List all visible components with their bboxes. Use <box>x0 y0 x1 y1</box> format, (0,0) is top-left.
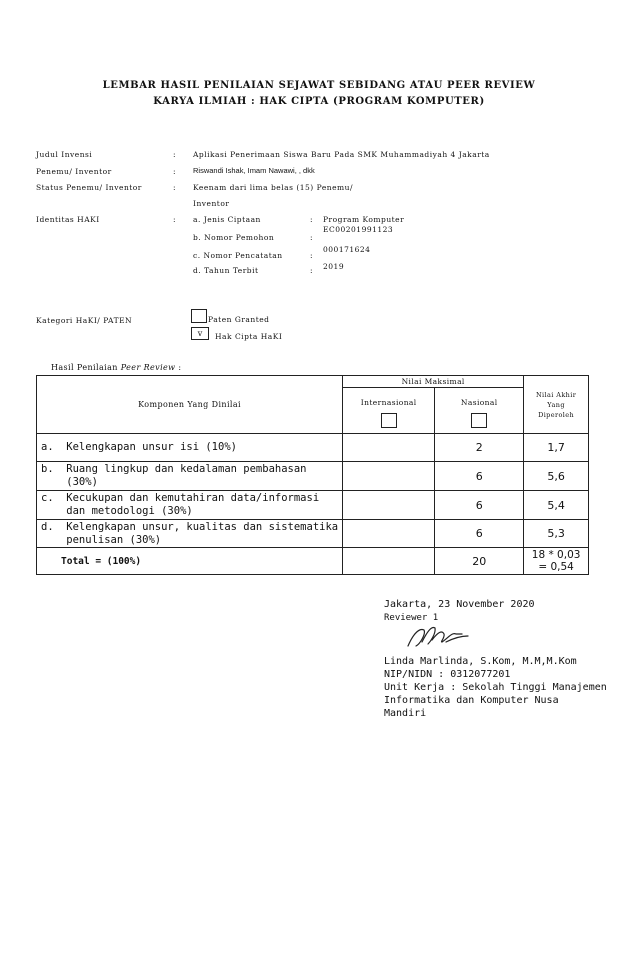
identitas-colon: : <box>173 215 177 224</box>
judul-colon: : <box>173 150 177 159</box>
item-d-colon: : <box>310 266 314 275</box>
akhir-a: 1,7 <box>524 434 589 462</box>
item-b-colon: : <box>310 233 314 242</box>
penemu-colon: : <box>173 167 177 176</box>
item-c-value: 000171624 <box>323 245 371 254</box>
reviewer-nip: NIP/NIDN : 0312077201 <box>384 669 511 680</box>
akhir-total-line2: = 0,54 <box>538 561 574 573</box>
status-label: Status Penemu/ Inventor <box>36 183 142 192</box>
akhir-d: 5,3 <box>524 520 589 548</box>
internasional-c <box>343 491 435 520</box>
table-row-total <box>37 548 589 575</box>
status-colon: : <box>173 183 177 192</box>
item-a-colon: : <box>310 215 314 224</box>
komponen-d: d. Kelengkapan unsur, kualitas dan sistematika penulisan (30%) <box>37 520 343 548</box>
nilai-akhir-header: Nilai Akhir Yang Diperoleh <box>524 376 589 434</box>
reviewer-unit-2: Informatika dan Komputer Nusa <box>384 695 559 706</box>
reviewer-role: Reviewer 1 <box>384 613 439 623</box>
status-value-2: Inventor <box>193 199 230 208</box>
paten-granted-checkbox[interactable] <box>191 309 207 323</box>
nasional-total: 20 <box>435 548 524 575</box>
reviewer-unit-3: Mandiri <box>384 708 427 719</box>
item-c-colon: : <box>310 251 314 260</box>
nilai-maksimal-header: Nilai Maksimal <box>343 376 524 388</box>
identitas-label: Identitas HAKI <box>36 215 100 224</box>
table-row <box>37 462 589 491</box>
item-b-label: b. Nomor Pemohon <box>193 233 275 242</box>
komponen-header: Komponen Yang Dinilai <box>37 376 343 434</box>
komponen-b: b. Ruang lingkup dan kedalaman pembahasan (30%) <box>37 462 343 491</box>
paten-granted-label: Paten Granted <box>208 315 270 324</box>
nasional-c: 6 <box>435 491 524 520</box>
reviewer-name: Linda Marlinda, S.Kom, M.M,M.Kom <box>384 656 577 667</box>
penemu-label: Penemu/ Inventor <box>36 167 112 176</box>
judul-value: Aplikasi Penerimaan Siswa Baru Pada SMK Muhammadiyah 4 Jakarta <box>193 150 490 159</box>
reviewer-unit-1: Unit Kerja : Sekolah Tinggi Manajemen <box>384 682 607 693</box>
item-c-label: c. Nomor Pencatatan <box>193 251 283 260</box>
internasional-d <box>343 520 435 548</box>
internasional-header: Internasional <box>360 397 417 407</box>
nasional-d: 6 <box>435 520 524 548</box>
nasional-col <box>435 388 524 434</box>
hasil-penilaian-label: Hasil Penilaian Peer Review : <box>51 363 182 372</box>
komponen-a: a. Kelengkapan unsur isi (10%) <box>37 434 343 462</box>
item-d-label: d. Tahun Terbit <box>193 266 259 275</box>
document-title-line1: LEMBAR HASIL PENILAIAN SEJAWAT SEBIDANG ATAU PEER REVIEW <box>102 80 536 91</box>
internasional-b <box>343 462 435 491</box>
signature-image <box>402 622 472 652</box>
internasional-checkbox[interactable] <box>381 413 397 428</box>
item-b-value: EC00201991123 <box>323 225 394 234</box>
hak-cipta-checkbox[interactable]: v <box>191 327 209 340</box>
komponen-c: c. Kecukupan dan kemutahiran data/informasi dan metodologi (30%) <box>37 491 343 520</box>
penemu-value: Riswandi Ishak, Imam Nawawi, , dkk <box>193 166 315 175</box>
item-d-value: 2019 <box>323 262 345 271</box>
table-row <box>37 520 589 548</box>
judul-label: Judul Invensi <box>36 150 93 159</box>
internasional-col <box>343 388 435 434</box>
document-title-line2: KARYA ILMIAH : HAK CIPTA (PROGRAM KOMPUTER) <box>153 96 485 107</box>
akhir-b: 5,6 <box>524 462 589 491</box>
akhir-total-line1: 18 * 0,03 <box>531 549 581 561</box>
nasional-header: Nasional <box>460 397 498 407</box>
nasional-b: 6 <box>435 462 524 491</box>
kategori-label: Kategori HaKI/ PATEN <box>36 316 133 325</box>
item-a-value: Program Komputer <box>323 215 405 224</box>
hak-cipta-label: Hak Cipta HaKI <box>215 332 283 341</box>
total-label: Total = (100%) <box>37 548 343 575</box>
internasional-a <box>343 434 435 462</box>
penilaian-table <box>36 375 589 575</box>
place-date: Jakarta, 23 November 2020 <box>384 599 535 610</box>
nasional-checkbox[interactable] <box>471 413 487 428</box>
nasional-a: 2 <box>435 434 524 462</box>
item-a-label: a. Jenis Ciptaan <box>193 215 261 224</box>
status-value-1: Keenam dari lima belas (15) Penemu/ <box>193 183 353 192</box>
akhir-total <box>524 548 589 575</box>
table-row <box>37 491 589 520</box>
table-row <box>37 434 589 462</box>
akhir-c: 5,4 <box>524 491 589 520</box>
internasional-total <box>343 548 435 575</box>
